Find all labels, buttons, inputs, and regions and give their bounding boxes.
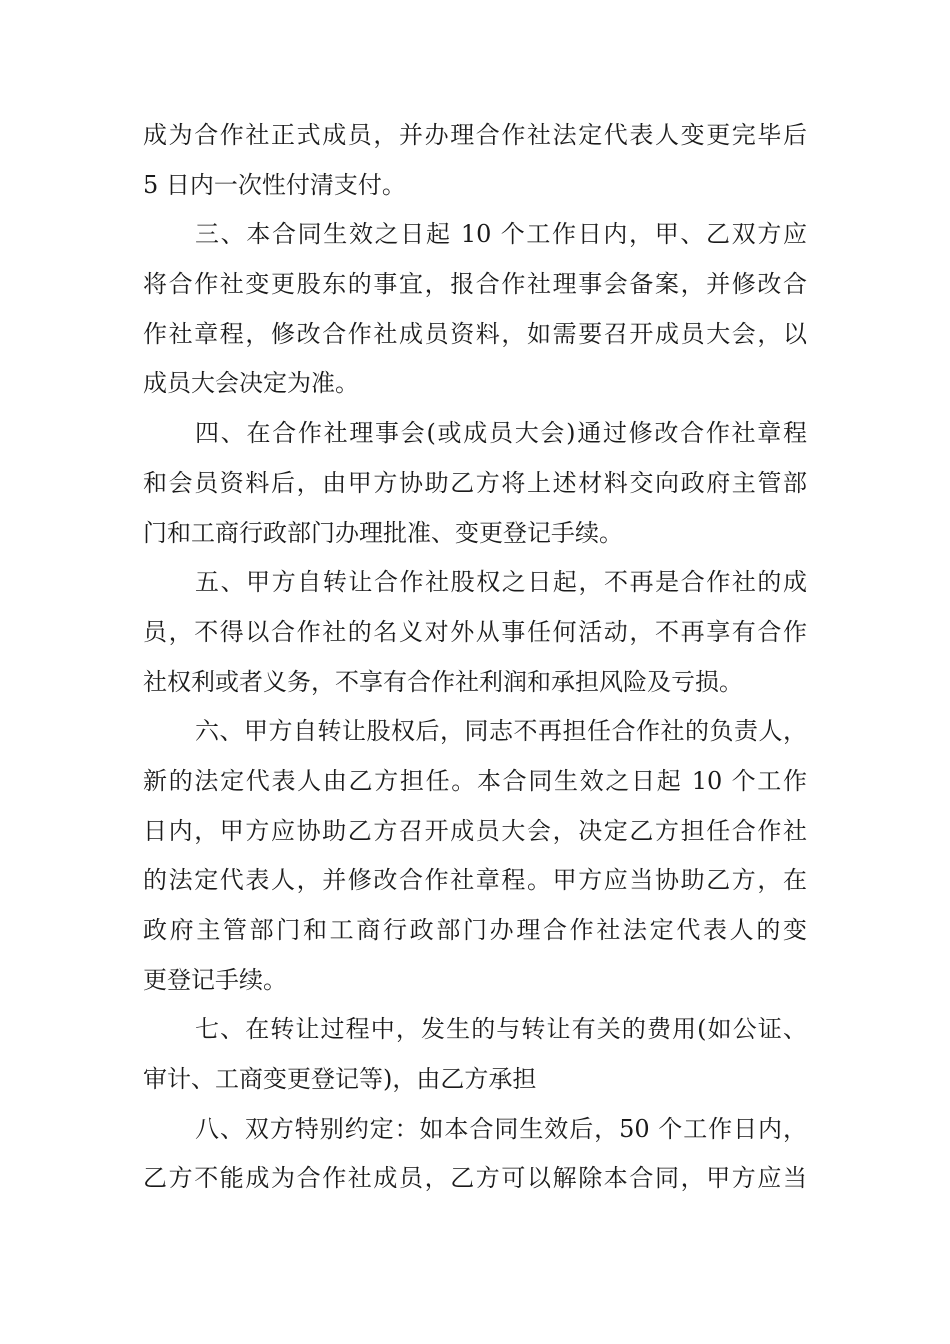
text-line: 5 日内一次性付清支付。 (143, 170, 406, 199)
text-line: 和会员资料后，由甲方协助乙方将上述材料交向政府主管部 (143, 468, 807, 497)
text-line: 作社章程，修改合作社成员资料，如需要召开成员大会，以 (143, 319, 807, 348)
text-line: 四、在合作社理事会(或成员大会)通过修改合作社章程 (195, 419, 807, 448)
text-line: 日内，甲方应协助乙方召开成员大会，决定乙方担任合作社 (143, 816, 807, 845)
text-line: 乙方不能成为合作社成员，乙方可以解除本合同，甲方应当 (143, 1164, 807, 1193)
paragraph-1 (143, 111, 807, 210)
paragraph-clause-4 (143, 409, 807, 558)
text-line: 员，不得以合作社的名义对外从事任何活动，不再享有合作 (143, 617, 807, 646)
paragraph-clause-7 (143, 1005, 807, 1104)
paragraph-clause-5 (143, 558, 807, 707)
paragraph-clause-8 (143, 1105, 807, 1204)
text-line: 五、甲方自转让合作社股权之日起，不再是合作社的成 (195, 568, 807, 597)
document-body (143, 111, 807, 1204)
text-line: 将合作社变更股东的事宜，报合作社理事会备案，并修改合 (143, 270, 807, 299)
text-line: 政府主管部门和工商行政部门办理合作社法定代表人的变 (143, 916, 807, 944)
text-line: 七、在转让过程中，发生的与转让有关的费用(如公证、 (195, 1015, 807, 1044)
text-line: 三、本合同生效之日起 10 个工作日内，甲、乙双方应 (195, 220, 807, 249)
text-line: 新的法定代表人由乙方担任。本合同生效之日起 10 个工作 (143, 766, 807, 795)
text-line: 更登记手续。 (143, 965, 287, 994)
text-line: 成为合作社正式成员，并办理合作社法定代表人变更完毕后 (143, 121, 807, 149)
text-line: 审计、工商变更登记等)，由乙方承担 (143, 1065, 537, 1094)
text-line: 门和工商行政部门办理批准、变更登记手续。 (143, 518, 623, 547)
text-line: 的法定代表人，并修改合作社章程。甲方应当协助乙方，在 (143, 866, 807, 895)
paragraph-clause-3 (143, 210, 807, 409)
text-line: 成员大会决定为准。 (143, 369, 359, 398)
text-line: 六、甲方自转让股权后，同志不再担任合作社的负责人， (195, 717, 807, 746)
paragraph-clause-6 (143, 707, 807, 1005)
text-line: 八、双方特别约定：如本合同生效后，50 个工作日内， (195, 1114, 807, 1143)
text-line: 社权利或者义务，不享有合作社利润和承担风险及亏损。 (143, 667, 743, 696)
